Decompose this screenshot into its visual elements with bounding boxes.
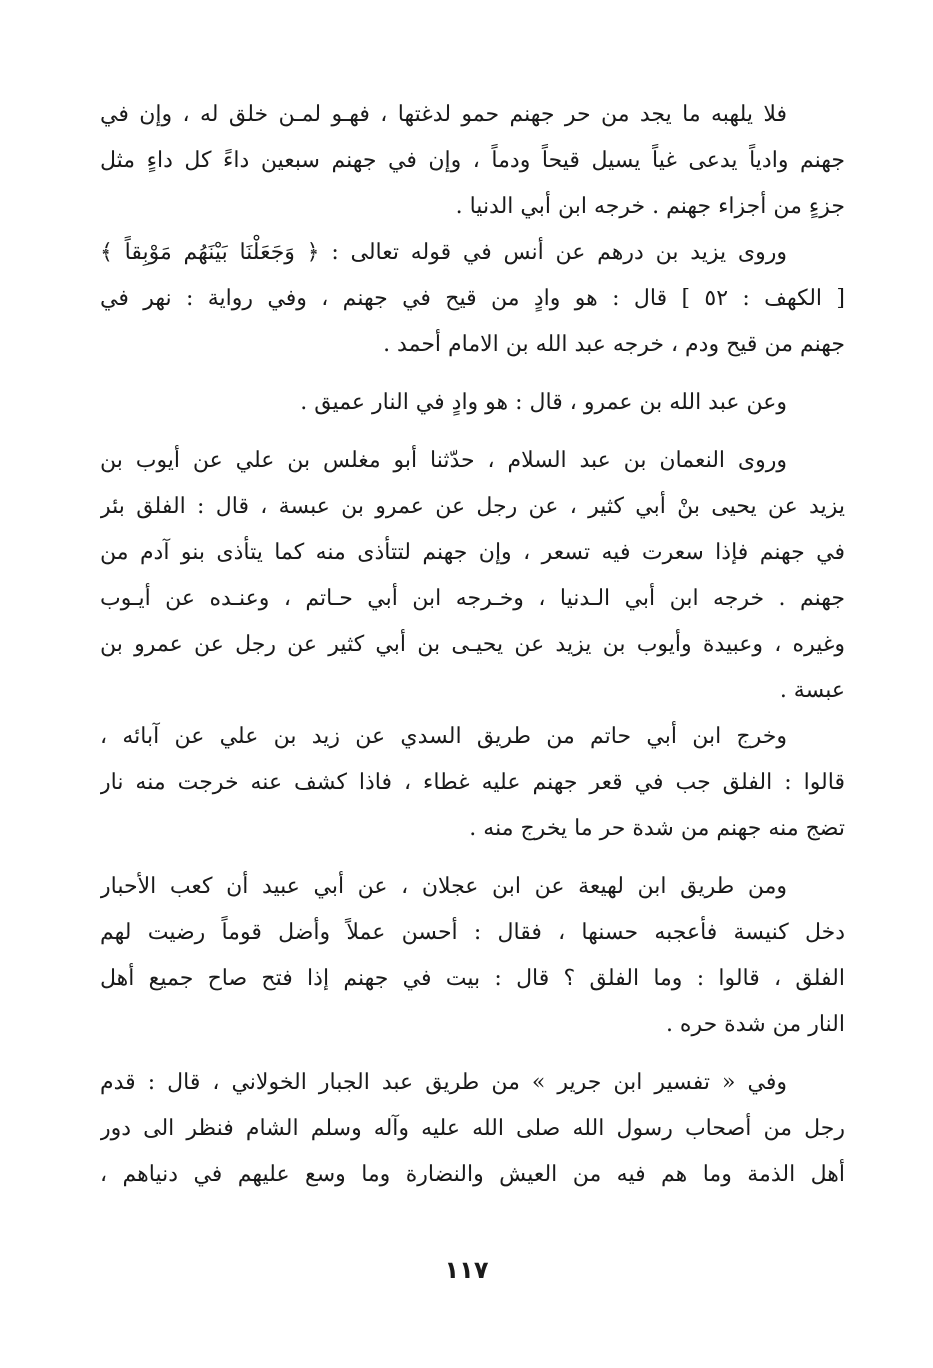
text-line: دخل كنيسة فأعجبه حسنها ، فقال : أحسن عملاً وأضل قوماً رضيت لهم [100,920,845,945]
text-line: وخرج ابن أبي حاتم من طريق السدي عن زيد بن علي عن آبائه ، [100,724,787,749]
text-line: ومن طريق ابن لهيعة عن ابن عجلان ، عن أبي عبيد أن كعب الأحبار [100,874,787,899]
text-line: النار من شدة حره . [665,1012,845,1037]
paragraph-1 [100,92,845,230]
text-line: الفلق ، قالوا : وما الفلق ؟ قال : بيت في جهنم إذا فتح صاح جميع أهل [100,966,845,991]
text-line: وفي « تفسير ابن جرير » من طريق عبد الجبار الخولاني ، قال : قدم [100,1070,787,1095]
page-body [100,92,845,1198]
text-line: جهنم من قيح ودم ، خرجه عبد الله بن الامام أحمد . [383,332,845,357]
text-line: جزءٍ من أجزاء جهنم . خرجه ابن أبي الدنيا . [455,194,845,219]
text-line: [ الكهف : ٥٢ ] قال : هو وادٍ من قيح في جهنم ، وفي رواية : نهر في [100,286,845,311]
paragraph-3 [100,380,845,426]
paragraph-4 [100,438,845,714]
text-line: فلا يلهبه ما يجد من حر جهنم حمو لدغتها ، فهـو لمـن خلق له ، وإن في [100,102,787,127]
text-line: جهنم وادياً يدعى غياً يسيل قيحاً ودماً ، وإن في جهنم سبعين داءً كل داءٍ مثل [100,148,845,173]
text-line: وروى النعمان بن عبد السلام ، حدّثنا أبو مغلس بن علي عن أيوب بن [100,448,787,473]
text-line: في جهنم فإذا سعرت فيه تسعر ، وإن جهنم لتتأذى منه كما يتأذى بنو آدم من [100,540,845,565]
text-line: عبسة . [779,678,845,703]
text-line: قالوا : الفلق جب في قعر جهنم عليه غطاء ، فاذا كشف عنه خرجت منه نار [100,770,845,795]
text-line: أهل الذمة وما هم فيه من العيش والنضارة وما وسع عليهم في دنياهم ، [100,1162,845,1187]
paragraph-2 [100,230,845,368]
paragraph-6 [100,864,845,1048]
text-line: وعن عبد الله بن عمرو ، قال : هو وادٍ في النار عميق . [300,390,787,415]
text-line: يزيد عن يحيى بنْ أبي كثير ، عن رجل عن عمرو بن عبسة ، قال : الفلق بئر [100,494,845,519]
text-line: تضج منه جهنم من شدة حر ما يخرج منه . [469,816,845,841]
paragraph-7 [100,1060,845,1198]
page-number: ١١٧ [444,1256,489,1284]
text-line: وغيره ، وعبيدة وأيوب بن يزيد عن يحيـى بن أبي كثير عن رجل عن عمرو بن [100,632,845,657]
text-line: وروى يزيد بن درهم عن أنس في قوله تعالى : ﴿ وَجَعَلْنَا بَيْنَهُم مَوْبِقاً ﴾ [100,240,787,265]
text-line: رجل من أصحاب رسول الله صلى الله عليه وآله وسلم الشام فنظر الى دور [100,1116,845,1141]
paragraph-5 [100,714,845,852]
text-line: جهنم . خرجه ابن أبي الـدنيا ، وخـرجه ابن أبي حـاتم ، وعنـده عن أيـوب [100,586,845,611]
